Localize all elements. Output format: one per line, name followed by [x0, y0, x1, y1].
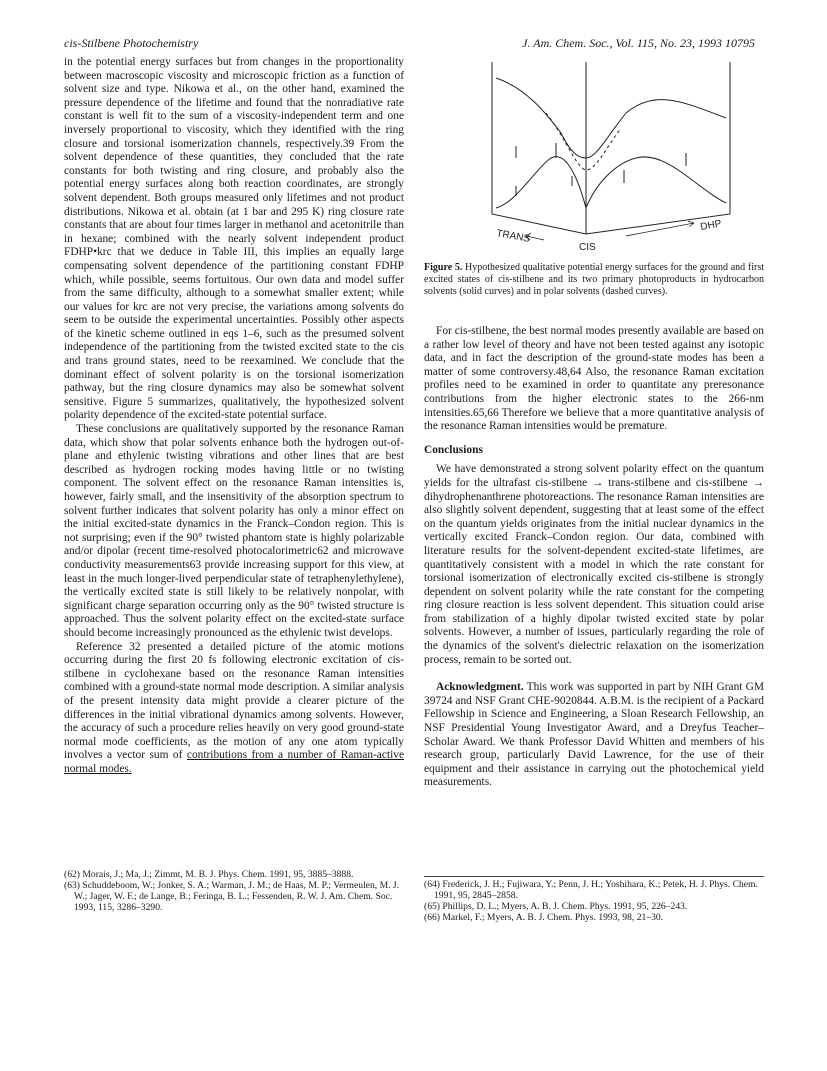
label-trans: TRANS	[495, 228, 531, 245]
paragraph: These conclusions are qualitatively supported by the resonance Raman data, which show that polar solvents enhance both the hydrogen out-of-plane and ethylenic twisting vibrations and other lines that are best described as hydrogen rocking modes having little or no twisting component. The solvent effect on the resonance Raman intensities is, however, fairly small, and the insensitivity of the absorption spectrum to solvent further indicates that solvent polarity has only a minor effect on the initial excited-state dynamics in the Franck–Condon region. This is not surprising; even if the 90° twisted phantom state is highly polarizable and/or dipolar (recent time-resolved photocalorimetric62 and microwave conductivity measurements63 provide increasing support for this view, at least in the much longer-lived perpendicular state of tetraphenylethylene), the vertically excited state is still likely to be relatively nonpolar, with significant charge separation occurring only as the 90° twisted structure is approached. Thus the solvent polarity effect on the excited-state surface should become increasingly pronounced as the ethylenic twist develops.	[64, 423, 404, 639]
reference: (62) Morais, J.; Ma, J.; Zimmt, M. B. J. Phys. Chem. 1991, 95, 3885–3888.	[64, 869, 354, 880]
running-head-left: cis-Stilbene Photochemistry	[64, 36, 199, 50]
reference: (64) Frederick, J. H.; Fujiwara, Y.; Penn, J. H.; Yoshihara, K.; Petek, H. J. Phys. Chem. 1991, 95, 2845–2858.	[424, 879, 758, 901]
running-head-right: J. Am. Chem. Soc., Vol. 115, No. 23, 1993 10795	[522, 36, 755, 50]
figure-caption	[424, 262, 764, 298]
label-dhp: DHP	[699, 218, 723, 233]
section-heading: Conclusions	[424, 443, 483, 456]
label-cis: CIS	[579, 242, 596, 253]
paragraph	[64, 641, 404, 777]
caption-text: Hypothesized qualitative potential energy surfaces for the ground and first excited states of cis-stilbene and its two primary photoproducts in hydrocarbon solvents (solid curves) and in polar solvents (dashed curves).	[424, 262, 764, 297]
tick-marks	[516, 143, 686, 196]
left-column	[64, 56, 404, 776]
footnote-rule	[424, 876, 764, 877]
paragraph: in the potential energy surfaces but from changes in the proportionality between macroscopic viscosity and microscopic friction as a function of solvent size and type. Nikowa et al., on the other hand, examined the pressure dependence of the lifetime and found that the nonradiative rate constant is well fit to the sum of a viscosity-independent term and one inversely proportional to viscosity, which they identified with the ring closure and torsional isomerization channels, respectively.39 From the solvent dependence of these quantities, they concluded that the rate constants for both twisting and ring closure, and probably also the potential energy surfaces along both reaction coordinates, are strongly solvent dependent. Both groups measured only lifetimes and not product distributions. Nikowa et al. obtain (at 1 bar and 295 K) ring closure rate constants that are about four times larger in methanol and acetonitrile than in hexane; combined with the nearly solvent independent product FDHP•krc that we deduce in Table III, this implies an equally large compensating solvent dependence of the partitioning constant FDHP which, while possible, seems fortuitous. Our own data and model suffer from the same difficulty, although to a somewhat smaller extent; while our values for krc are not very precise, the variations among solvents do seem to be outside the experimental uncertainties. Possibly other aspects of the kinetic scheme outlined in eqs 1–6, such as the presumed solvent independence of the partitioning from the twisted excited state to the cis and trans ground states, need to be reexamined. We conclude that the dominant effect of solvent polarity is on the torsional isomerization pathway, but the ring closure dynamics may also be somewhat solvent sensitive. Figure 5 summarizes, qualitatively, the hypothesized solvent polarity dependence of the excited-state potential surface.	[64, 56, 404, 422]
ground-state-curve	[496, 157, 726, 208]
acknowledgment	[424, 681, 764, 790]
references-right	[424, 876, 764, 923]
caption-label: Figure 5.	[424, 262, 463, 273]
reference: (66) Markel, F.; Myers, A. B. J. Chem. Phys. 1993, 98, 21–30.	[424, 912, 664, 923]
figure-frame	[492, 62, 730, 234]
excited-state-curve	[496, 78, 726, 158]
paragraph-text: Reference 32 presented a detailed picture of the atomic motions occurring during the first 20 fs following electronic excitation of cis-stilbene in cyclohexane based on the resonance Raman intensities combined with a ground-state normal mode description. A similar analysis of the present intensity data might provide a clearer picture of the differences in the initial vibrational dynamics among solvents. However, the accuracy of such a procedure relies heavily on very good ground-state normal mode coefficients, as the motion of any one atom typically involves a vector sum of	[64, 640, 404, 762]
paragraph: For cis-stilbene, the best normal modes presently available are based on a rather low level of theory and have not been tested against any isotopic data, and in fact the description of the ground-state modes has been a matter of some controversy.48,64 Also, the resonance Raman excitation profiles need to be examined in order to quantitate any preresonance contributions from the higher electronic states to the 266-nm intensities.65,66 Therefore we believe that a more quantitative analysis of the resonance Raman intensities would be premature.	[424, 325, 764, 433]
reference: (65) Phillips, D. L.; Myers, A. B. J. Chem. Phys. 1991, 95, 226–243.	[424, 901, 688, 912]
excited-state-dashed-curve	[546, 113, 621, 170]
paragraph: We have demonstrated a strong solvent polarity effect on the quantum yields for the ultrafast cis-stilbene → trans-stilbene and cis-stilbene → dihydrophenanthrene photoreactions. The resonance Raman intensities are also slightly solvent dependent, suggesting that at least some of the effect on the quantum yields originates from the initial nuclear dynamics in the vertically excited Franck–Condon region. Our data, combined with literature results for the solvent-dependent excited-state lifetimes, are quantitatively consistent with a model in which the rate constant for torsional isomerization of electronically excited cis-stilbene is strongly dependent on solvent polarity while the rate constant for the competing ring closure reaction is less solvent dependent. This situation could arise from stabilization of a highly dipolar twisted excited state by polar solvents. However, a number of issues, particularly regarding the role of the dynamics of the solvent's dielectric relaxation on the isomerization process, remain to be sorted out.	[424, 463, 764, 666]
reference: (63) Schuddeboom, W.; Jonker, S. A.; Warman, J. M.; de Haas, M. P.; Vermeulen, M. J. W.; Jager, W. F.; de Lange, B.; Feringa, B. L.; Fessenden, R. W. J. Am. Chem. Soc. 1993, 115, 3286–3290.	[64, 880, 400, 913]
ack-label: Acknowledgment.	[436, 681, 524, 694]
references-left	[64, 869, 404, 913]
paragraph-end: contributions from a number of Raman-active normal modes.	[64, 749, 405, 775]
ack-text: This work was supported in part by NIH Grant GM 39724 and NSF Grant CHE-9020844. A.B.M. is the recipient of a Packard Fellowship in Science and Engineering, a Sloan Research Fellowship, an NSF Presidential Young Investigator Award, and a Dreyfus Teacher–Scholar Award. We thank Professor David Whitten and members of his research group, particularly David Lawrence, for the use of their equipment and their assistance in carrying out the photochemical yield measurements.	[424, 681, 764, 789]
right-column	[424, 325, 764, 790]
figure-5-diagram	[486, 58, 736, 268]
arrow-trans	[526, 233, 544, 240]
